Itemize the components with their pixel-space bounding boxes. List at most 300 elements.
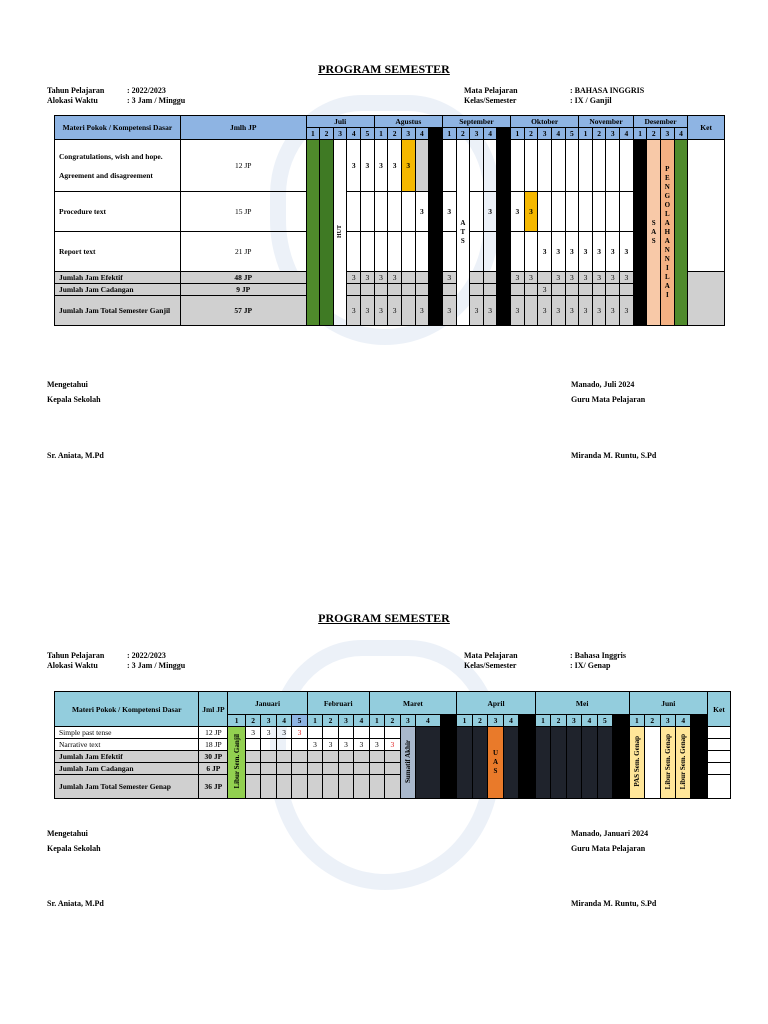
black-column [519, 727, 536, 799]
week-num: 4 [354, 715, 369, 727]
guru-name: Miranda M. Runtu, S.Pd [571, 899, 657, 908]
jp-value: 3 [261, 727, 276, 739]
jp-value: 3 [361, 296, 375, 326]
alokasi-value: : 3 Jam / Minggu [127, 96, 186, 105]
kepala-label: Kepala Sekolah [47, 844, 101, 853]
col-jml: Jmlh JP [180, 116, 306, 140]
jp-value: 3 [579, 272, 593, 284]
semester-ganjil-table [54, 115, 725, 326]
empty-cell [388, 284, 402, 296]
meta-left [47, 86, 185, 106]
hut-column [333, 140, 347, 326]
empty-cell [415, 140, 429, 192]
jp-value: 3 [245, 727, 260, 739]
empty-cell [347, 284, 361, 296]
jp-cell: 15 JP [180, 192, 306, 232]
week-num: 1 [579, 128, 593, 140]
materi-text: Agreement and disagreement [59, 170, 153, 180]
empty-cell [524, 140, 538, 192]
empty-cell [245, 763, 260, 775]
empty-cell [276, 739, 291, 751]
empty-cell [347, 192, 361, 232]
col-materi: Materi Pokok / Kompetensi Dasar [55, 116, 181, 140]
meta-right [464, 86, 644, 106]
guru-name: Miranda M. Runtu, S.Pd [571, 451, 657, 460]
tahun-label: Tahun Pelajaran [47, 86, 105, 95]
empty-cell [470, 272, 484, 284]
jp-value: 3 [606, 232, 620, 272]
jp-value: 3 [323, 739, 338, 751]
empty-cell [323, 763, 338, 775]
empty-cell [442, 284, 456, 296]
empty-cell [245, 751, 260, 763]
place-date: Manado, Januari 2024 [571, 829, 649, 838]
jp-value: 3 [361, 272, 375, 284]
dark-column [416, 727, 441, 799]
holiday-column [306, 140, 320, 326]
week-num: 5 [361, 128, 375, 140]
empty-cell [524, 232, 538, 272]
week-num [429, 128, 443, 140]
empty-cell [385, 727, 400, 739]
black-column [497, 140, 511, 326]
empty-cell [592, 140, 606, 192]
libur-genap-column [660, 727, 675, 799]
holiday-column [674, 140, 688, 326]
week-num: 4 [276, 715, 291, 727]
pas-label: PAS Sem. Genap [632, 736, 641, 787]
sumatif-label: Sumatif Akhir [403, 740, 412, 783]
ket-cell [688, 272, 725, 326]
week-num: 4 [483, 128, 497, 140]
week-num [497, 128, 511, 140]
empty-cell [261, 739, 276, 751]
jp-value: 3 [347, 296, 361, 326]
sas-label: S A S [651, 219, 657, 245]
jp-value: 3 [620, 272, 634, 284]
empty-cell [524, 296, 538, 326]
empty-cell [620, 284, 634, 296]
materi-cell [55, 140, 181, 192]
empty-cell [338, 775, 353, 799]
empty-cell [354, 727, 369, 739]
empty-cell [354, 751, 369, 763]
empty-cell [245, 775, 260, 799]
empty-cell [579, 284, 593, 296]
dark-column [582, 727, 597, 799]
dark-column [566, 727, 581, 799]
jp-value: 3 [551, 296, 565, 326]
empty-cell [276, 763, 291, 775]
jp-value: 3 [388, 140, 402, 192]
empty-cell [369, 751, 384, 763]
empty-cell [579, 140, 593, 192]
empty-cell [338, 727, 353, 739]
jp-value: 3 [361, 140, 375, 192]
pas-column [629, 727, 644, 799]
libur-genap-label: Libur Sem. Genap [663, 733, 672, 790]
empty-cell [401, 192, 415, 232]
jp-value: 3 [470, 296, 484, 326]
summary-label: Jumlah Jam Efektif [55, 751, 199, 763]
materi-cell: Procedure text [55, 192, 181, 232]
empty-cell [354, 763, 369, 775]
empty-cell [361, 284, 375, 296]
ats-column [456, 140, 470, 326]
mapel-label: Mata Pelajaran [464, 651, 518, 660]
summary-label: Jumlah Jam Cadangan [55, 763, 199, 775]
col-jml: Jml JP [199, 692, 228, 727]
week-num: 4 [347, 128, 361, 140]
jp-value: 3 [388, 272, 402, 284]
empty-cell [470, 140, 484, 192]
materi-text: Congratulations, wish and hope. [59, 151, 163, 161]
empty-cell [620, 140, 634, 192]
libur-genap-column [675, 727, 690, 799]
jp-cell: 18 JP [199, 739, 228, 751]
week-num: 1 [629, 715, 644, 727]
week-num: 2 [551, 715, 566, 727]
kepala-label: Kepala Sekolah [47, 395, 101, 404]
kepala-name: Sr. Aniata, M.Pd [47, 899, 104, 908]
summary-label: Jumlah Jam Efektif [55, 272, 181, 284]
week-num: 2 [524, 128, 538, 140]
empty-cell [245, 739, 260, 751]
week-num: 4 [415, 128, 429, 140]
jp-value: 3 [511, 192, 525, 232]
jp-value: 3 [483, 296, 497, 326]
jp-cell: 6 JP [199, 763, 228, 775]
week-num: 2 [388, 128, 402, 140]
empty-cell [307, 775, 322, 799]
empty-cell [401, 232, 415, 272]
empty-cell [606, 140, 620, 192]
week-num: 3 [333, 128, 347, 140]
empty-cell [401, 296, 415, 326]
jp-value: 3 [388, 296, 402, 326]
month-header: November [579, 116, 634, 128]
holiday-column [320, 140, 334, 326]
jp-value: 3 [565, 296, 579, 326]
jp-value: 3 [415, 296, 429, 326]
dark-column [503, 727, 518, 799]
jp-value: 3 [292, 727, 307, 739]
jp-cell: 21 JP [180, 232, 306, 272]
libur-ganjil-label: Libur Sem. Ganjil [232, 734, 241, 789]
jp-value: 3 [524, 192, 538, 232]
libur-ganjil-column [228, 727, 246, 799]
week-num: 4 [416, 715, 441, 727]
dark-column [551, 727, 566, 799]
empty-cell [415, 232, 429, 272]
week-num: 3 [400, 715, 415, 727]
jp-value: 3 [592, 232, 606, 272]
empty-cell [276, 751, 291, 763]
jp-value: 3 [620, 232, 634, 272]
empty-cell [442, 232, 456, 272]
materi-cell: Narrative text [55, 739, 199, 751]
week-num: 3 [261, 715, 276, 727]
week-num: 4 [674, 128, 688, 140]
semester-genap-table [54, 691, 731, 799]
week-num: 3 [470, 128, 484, 140]
week-num [691, 715, 708, 727]
empty-cell [551, 140, 565, 192]
jp-value: 3 [592, 296, 606, 326]
alokasi-label: Alokasi Waktu [47, 96, 98, 105]
jp-value: 3 [551, 272, 565, 284]
guru-label: Guru Mata Pelajaran [571, 844, 646, 853]
kelas-value: : IX / Ganjil [570, 96, 612, 105]
empty-cell [388, 232, 402, 272]
dark-column [597, 727, 612, 799]
jp-cell: 36 JP [199, 775, 228, 799]
jp-value: 3 [538, 232, 552, 272]
kelas-value: : IX/ Genap [570, 661, 611, 670]
jp-value: 3 [606, 296, 620, 326]
empty-cell [261, 751, 276, 763]
jp-value: 3 [538, 296, 552, 326]
empty-cell [307, 751, 322, 763]
empty-cell [385, 763, 400, 775]
ket-cell [707, 751, 730, 763]
week-num: 1 [535, 715, 550, 727]
week-num: 1 [374, 128, 388, 140]
dark-column [472, 727, 487, 799]
week-num: 5 [597, 715, 612, 727]
jp-value: 3 [347, 140, 361, 192]
month-header: Agustus [374, 116, 442, 128]
empty-cell [606, 284, 620, 296]
empty-cell [347, 232, 361, 272]
month-header: Desember [633, 116, 688, 128]
week-num [613, 715, 630, 727]
empty-cell [292, 775, 307, 799]
empty-cell [374, 284, 388, 296]
empty-cell [369, 775, 384, 799]
empty-cell [338, 763, 353, 775]
col-materi: Materi Pokok / Kompetensi Dasar [55, 692, 199, 727]
empty-cell [338, 751, 353, 763]
jp-value: 3 [579, 232, 593, 272]
week-num: 2 [592, 128, 606, 140]
hut-label: HUT [337, 224, 344, 238]
mengetahui-label: Mengetahui [47, 380, 88, 389]
jp-value: 3 [374, 272, 388, 284]
empty-cell [374, 232, 388, 272]
uas-label: U A S [492, 749, 499, 775]
week-num: 5 [565, 128, 579, 140]
jp-value: 3 [374, 140, 388, 192]
dark-column [457, 727, 472, 799]
jp-cell: 48 JP [180, 272, 306, 284]
week-num: 2 [647, 128, 661, 140]
jp-value: 3 [415, 192, 429, 232]
kelas-label: Kelas/Semester [464, 661, 517, 670]
jp-value: 3 [442, 296, 456, 326]
jp-value: 3 [592, 272, 606, 284]
summary-label: Jumlah Jam Total Semester Ganjil [55, 296, 181, 326]
jp-cell: 12 JP [180, 140, 306, 192]
empty-cell [511, 140, 525, 192]
week-num: 1 [457, 715, 472, 727]
mengetahui-label: Mengetahui [47, 829, 88, 838]
ats-label: A T S [460, 219, 466, 245]
empty-cell [524, 284, 538, 296]
sumatif-column [400, 727, 415, 799]
empty-cell [323, 751, 338, 763]
black-column [691, 727, 708, 799]
empty-cell [374, 192, 388, 232]
week-num: 2 [245, 715, 260, 727]
jp-value: 3 [511, 296, 525, 326]
jp-value: 3 [579, 296, 593, 326]
jp-value: 3 [565, 232, 579, 272]
week-num: 1 [306, 128, 320, 140]
black-column [429, 140, 443, 326]
empty-cell [483, 232, 497, 272]
sas-column [647, 140, 661, 326]
tahun-value: : 2022/2023 [127, 86, 166, 95]
empty-cell [606, 192, 620, 232]
pengolahan-column [661, 140, 675, 326]
empty-cell [369, 763, 384, 775]
empty-cell [361, 192, 375, 232]
guru-label: Guru Mata Pelajaran [571, 395, 646, 404]
mapel-value: : Bahasa Inggris [570, 651, 627, 660]
meta-left [47, 651, 185, 671]
blank-column [645, 727, 660, 799]
week-num: 2 [323, 715, 338, 727]
ket-cell [707, 739, 730, 751]
month-header: Juli [306, 116, 374, 128]
col-ket: Ket [688, 116, 725, 140]
empty-cell [592, 284, 606, 296]
empty-cell [483, 272, 497, 284]
jp-value: 3 [354, 739, 369, 751]
tahun-label: Tahun Pelajaran [47, 651, 105, 660]
week-num: 4 [620, 128, 634, 140]
week-num: 4 [675, 715, 690, 727]
ket-cell [707, 763, 730, 775]
summary-label: Jumlah Jam Total Semester Genap [55, 775, 199, 799]
jp-value: 3 [347, 272, 361, 284]
page-title: PROGRAM SEMESTER [318, 611, 450, 625]
empty-cell [592, 192, 606, 232]
empty-cell [292, 763, 307, 775]
empty-cell [276, 775, 291, 799]
empty-cell [551, 192, 565, 232]
empty-cell [470, 232, 484, 272]
week-num: 1 [442, 128, 456, 140]
empty-cell [415, 272, 429, 284]
week-num: 4 [551, 128, 565, 140]
jp-value: 3 [338, 739, 353, 751]
jp-value: 3 [524, 272, 538, 284]
jp-value: 3 [620, 296, 634, 326]
jp-cell: 12 JP [199, 727, 228, 739]
week-num: 2 [472, 715, 487, 727]
jp-value: 3 [369, 739, 384, 751]
week-num [440, 715, 457, 727]
week-num: 1 [511, 128, 525, 140]
tahun-value: : 2022/2023 [127, 651, 166, 660]
alokasi-value: : 3 Jam / Minggu [127, 661, 186, 670]
week-num: 1 [307, 715, 322, 727]
week-num: 3 [488, 715, 503, 727]
empty-cell [323, 727, 338, 739]
jp-value: 3 [307, 739, 322, 751]
empty-cell [401, 272, 415, 284]
jp-value: 3 [374, 296, 388, 326]
month-header: Maret [369, 692, 457, 715]
empty-cell [354, 775, 369, 799]
week-num: 3 [661, 128, 675, 140]
empty-cell [369, 727, 384, 739]
empty-cell [261, 775, 276, 799]
jp-value: 3 [442, 272, 456, 284]
place-date: Manado, Juli 2024 [571, 380, 635, 389]
empty-cell [483, 284, 497, 296]
meta-right [464, 651, 626, 671]
week-num: 3 [606, 128, 620, 140]
week-num: 3 [401, 128, 415, 140]
jp-cell: 57 JP [180, 296, 306, 326]
empty-cell [565, 140, 579, 192]
empty-cell [565, 192, 579, 232]
week-num [519, 715, 536, 727]
summary-label: Jumlah Jam Cadangan [55, 284, 181, 296]
empty-cell [323, 775, 338, 799]
jp-value: 3 [538, 284, 552, 296]
empty-cell [538, 192, 552, 232]
empty-cell [361, 232, 375, 272]
empty-cell [385, 775, 400, 799]
week-num: 1 [633, 128, 647, 140]
empty-cell [388, 192, 402, 232]
black-column [440, 727, 457, 799]
month-header: Juni [629, 692, 707, 715]
week-num: 2 [456, 128, 470, 140]
black-column [633, 140, 647, 326]
black-column [613, 727, 630, 799]
week-num: 1 [369, 715, 384, 727]
empty-cell [292, 739, 307, 751]
mapel-label: Mata Pelajaran [464, 86, 518, 95]
ket-cell [688, 140, 725, 272]
week-num: 3 [566, 715, 581, 727]
month-header: September [442, 116, 510, 128]
jp-value: 3 [483, 192, 497, 232]
dark-column [535, 727, 550, 799]
week-num: 3 [338, 715, 353, 727]
ket-cell [707, 775, 730, 799]
month-header: Mei [535, 692, 629, 715]
empty-cell [415, 284, 429, 296]
empty-cell [620, 192, 634, 232]
empty-cell [551, 284, 565, 296]
week-num: 3 [538, 128, 552, 140]
jp-value: 3 [606, 272, 620, 284]
week-num: 4 [503, 715, 518, 727]
mapel-value: : BAHASA INGGRIS [570, 86, 645, 95]
jp-value: 3 [551, 232, 565, 272]
empty-cell [579, 192, 593, 232]
empty-cell [307, 763, 322, 775]
week-num: 1 [228, 715, 246, 727]
empty-cell [292, 751, 307, 763]
week-num: 2 [320, 128, 334, 140]
